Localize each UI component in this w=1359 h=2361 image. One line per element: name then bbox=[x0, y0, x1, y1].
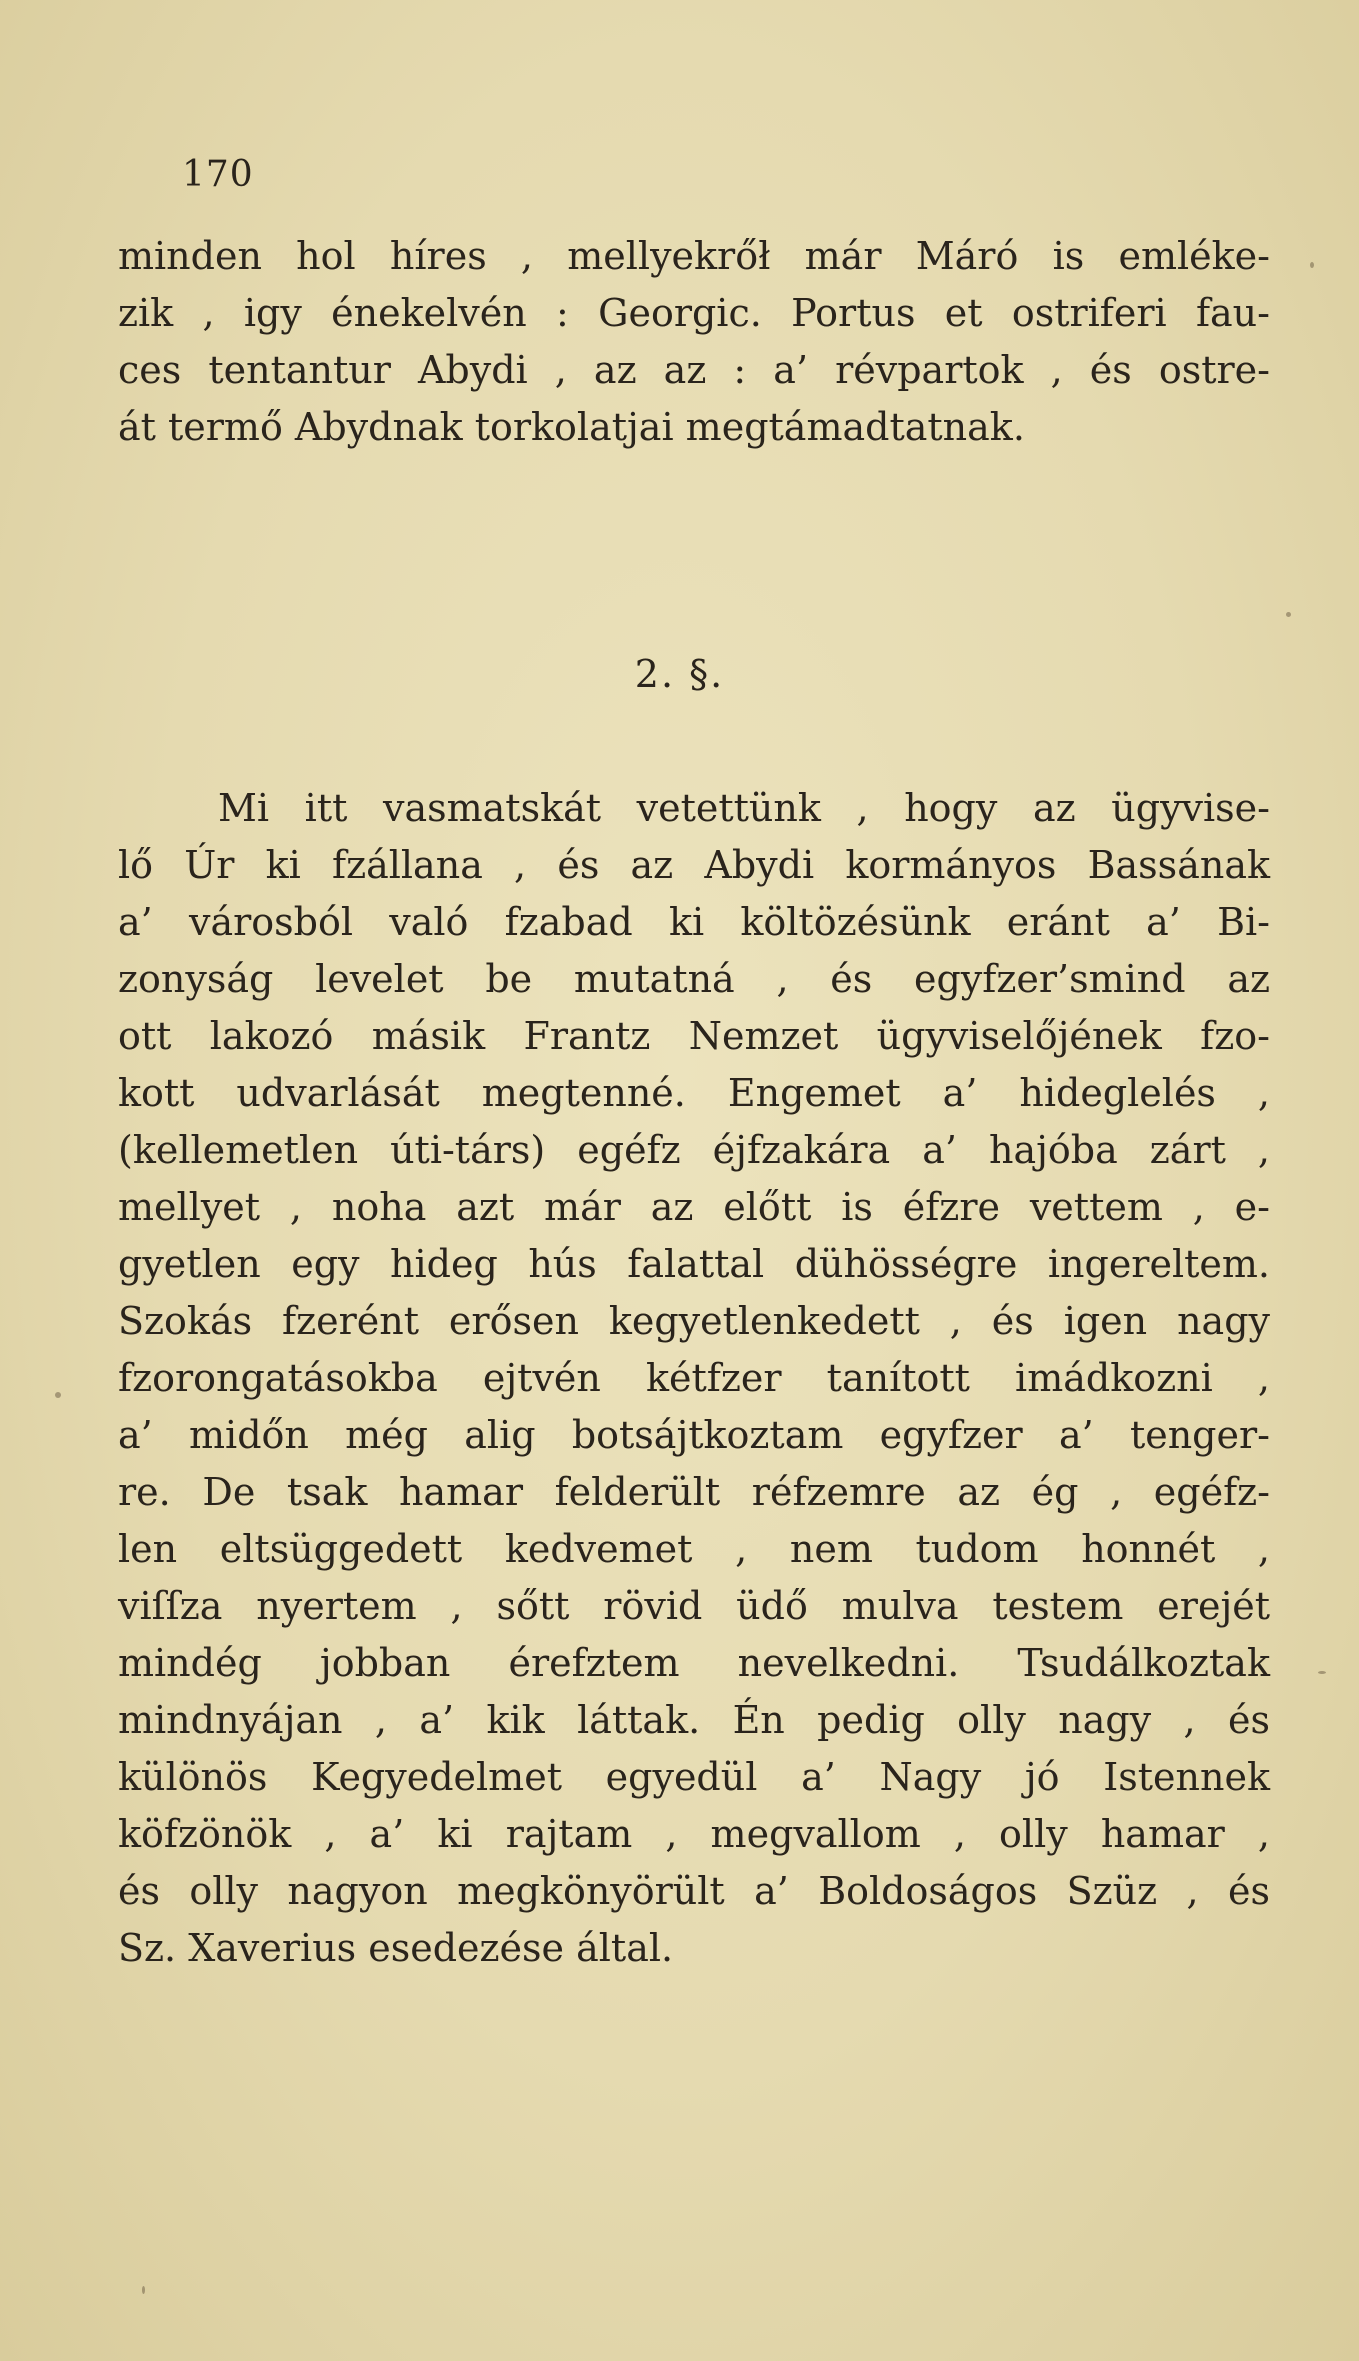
text-line: mindnyájan , a’ kik láttak. Én pedig olly nagy , és bbox=[118, 1698, 1270, 1742]
paper-speck bbox=[55, 1392, 61, 1398]
paper-speck bbox=[1318, 1671, 1326, 1674]
text-line: len eltsüggedett kedvemet , nem tudom honnét , bbox=[118, 1527, 1270, 1571]
text-line: re. De tsak hamar felderült réfzemre az ég , egéfz- bbox=[118, 1470, 1270, 1514]
text-line: gyetlen egy hideg hús falattal dühösségre ingereltem. bbox=[118, 1242, 1270, 1286]
text-line: a’ midőn még alig botsájtkoztam egyfzer a’ tenger- bbox=[118, 1413, 1270, 1457]
text-line: át termő Abydnak torkolatjai megtámadtatnak. bbox=[118, 405, 1025, 449]
text-line: (kellemetlen úti-társ) egéfz éjfzakára a’ hajóba zárt , bbox=[118, 1128, 1270, 1172]
text-line: különös Kegyedelmet egyedül a’ Nagy jó Istennek bbox=[118, 1755, 1270, 1799]
text-line: viſſza nyertem , sőtt rövid üdő mulva testem erejét bbox=[118, 1584, 1270, 1628]
text-line: zik , igy énekelvén : Georgic. Portus et ostriferi fau- bbox=[118, 291, 1270, 335]
text-line: a’ városból való fzabad ki költözésünk eránt a’ Bi- bbox=[118, 900, 1270, 944]
paper-speck bbox=[1310, 262, 1314, 268]
section-heading: 2. §. bbox=[634, 652, 725, 696]
text-line: ces tentantur Abydi , az az : a’ révpartok , és ostre- bbox=[118, 348, 1270, 392]
text-line: kott udvarlását megtenné. Engemet a’ hideglelés , bbox=[118, 1071, 1270, 1115]
paper-speck bbox=[1286, 612, 1291, 617]
paragraph-1 bbox=[118, 228, 1270, 456]
text-line: minden hol híres , mellyekrőł már Máró is emléke- bbox=[118, 234, 1270, 278]
paper-speck bbox=[142, 2286, 145, 2294]
text-line: és olly nagyon megkönyörült a’ Boldoságos Szüz , és bbox=[118, 1869, 1270, 1913]
text-line: lő Úr ki fzállana , és az Abydi kormányos Bassának bbox=[118, 843, 1270, 887]
text-line: fzorongatásokba ejtvén kétfzer tanított imádkozni , bbox=[118, 1356, 1270, 1400]
text-line: mellyet , noha azt már az előtt is éfzre vettem , e- bbox=[118, 1185, 1270, 1229]
text-line: Mi itt vasmatskát vetettünk , hogy az ügyvise- bbox=[218, 786, 1270, 830]
text-line: mindég jobban érefztem nevelkedni. Tsudálkoztak bbox=[118, 1641, 1270, 1685]
text-line: Szokás fzerént erősen kegyetlenkedett , és igen nagy bbox=[118, 1299, 1270, 1343]
paragraph-2 bbox=[118, 780, 1270, 1977]
text-line: Sz. Xaverius esedezése által. bbox=[118, 1926, 674, 1970]
text-line: köfzönök , a’ ki rajtam , megvallom , olly hamar , bbox=[118, 1812, 1270, 1856]
page-number: 170 bbox=[182, 154, 254, 195]
text-line: ott lakozó másik Frantz Nemzet ügyviselőjének fzo- bbox=[118, 1014, 1270, 1058]
text-line: zonyság levelet be mutatná , és egyfzer’smind az bbox=[118, 957, 1270, 1001]
